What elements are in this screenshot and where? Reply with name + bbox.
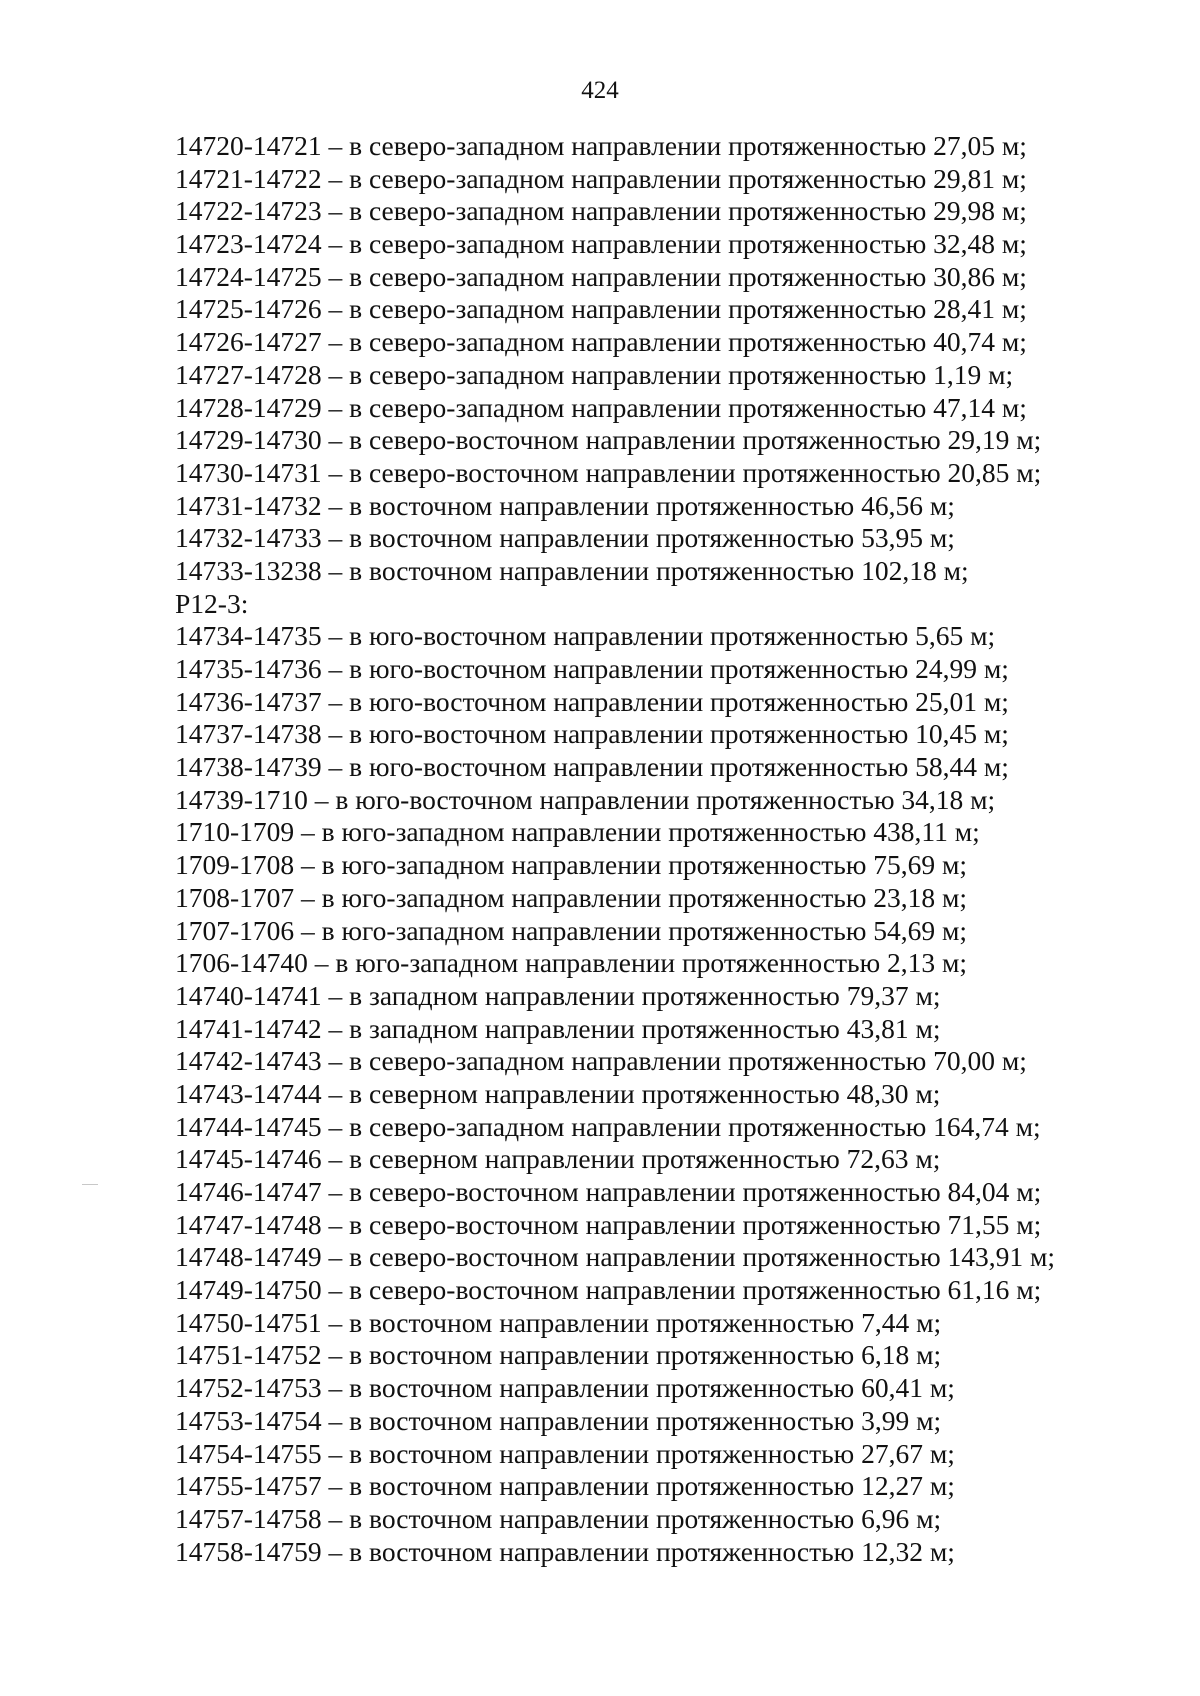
boundary-segment-line: 1707-1706 – в юго-западном направлении протяженностью 54,69 м;: [175, 914, 968, 946]
boundary-segment-line: 14743-14744 – в северном направлении протяженностью 48,30 м;: [175, 1077, 941, 1109]
boundary-segment-line: 14733-13238 – в восточном направлении протяженностью 102,18 м;: [175, 554, 969, 586]
boundary-segment-line: 14749-14750 – в северо-восточном направлении протяженностью 61,16 м;: [175, 1274, 1042, 1306]
boundary-segment-line: 14734-14735 – в юго-восточном направлении протяженностью 5,65 м;: [175, 620, 996, 652]
boundary-segment-line: 14736-14737 – в юго-восточном направлении протяженностью 25,01 м;: [175, 685, 1009, 717]
boundary-segment-line: 14738-14739 – в юго-восточном направлении протяженностью 58,44 м;: [175, 751, 1009, 783]
boundary-segment-line: 14731-14732 – в восточном направлении протяженностью 46,56 м;: [175, 489, 955, 521]
boundary-segment-line: 14747-14748 – в северо-восточном направлении протяженностью 71,55 м;: [175, 1208, 1042, 1240]
boundary-segment-line: 14748-14749 – в северо-восточном направлении протяженностью 143,91 м;: [175, 1241, 1056, 1273]
boundary-segment-line: 14726-14727 – в северо-западном направлении протяженностью 40,74 м;: [175, 326, 1027, 358]
boundary-segment-line: 14754-14755 – в восточном направлении протяженностью 27,67 м;: [175, 1437, 955, 1469]
boundary-segment-line: 14745-14746 – в северном направлении протяженностью 72,63 м;: [175, 1143, 941, 1175]
boundary-segment-line: 14730-14731 – в северо-восточном направлении протяженностью 20,85 м;: [175, 456, 1042, 488]
page-number: 424: [581, 77, 619, 104]
boundary-segment-line: 1709-1708 – в юго-западном направлении протяженностью 75,69 м;: [175, 849, 968, 881]
boundary-segment-line: 14758-14759 – в восточном направлении протяженностью 12,32 м;: [175, 1535, 955, 1567]
boundary-segment-line: 14724-14725 – в северо-западном направлении протяженностью 30,86 м;: [175, 260, 1027, 292]
boundary-segment-line: 1706-14740 – в юго-западном направлении протяженностью 2,13 м;: [175, 947, 968, 979]
boundary-segment-line: 14732-14733 – в восточном направлении протяженностью 53,95 м;: [175, 522, 955, 554]
boundary-segment-line: 14728-14729 – в северо-западном направлении протяженностью 47,14 м;: [175, 391, 1027, 423]
boundary-segment-line: 14757-14758 – в восточном направлении протяженностью 6,96 м;: [175, 1502, 942, 1534]
boundary-segment-line: 14737-14738 – в юго-восточном направлении протяженностью 10,45 м;: [175, 718, 1009, 750]
boundary-segment-line: 14720-14721 – в северо-западном направлении протяженностью 27,05 м;: [175, 130, 1027, 161]
margin-scan-mark: [82, 1184, 98, 1185]
boundary-segment-line: 1708-1707 – в юго-западном направлении протяженностью 23,18 м;: [175, 881, 968, 913]
boundary-segment-line: 14750-14751 – в восточном направлении протяженностью 7,44 м;: [175, 1306, 942, 1338]
boundary-segment-line: 14752-14753 – в восточном направлении протяженностью 60,41 м;: [175, 1372, 955, 1404]
boundary-segment-line: 14755-14757 – в восточном направлении протяженностью 12,27 м;: [175, 1470, 955, 1502]
boundary-segment-line: 14727-14728 – в северо-западном направлении протяженностью 1,19 м;: [175, 358, 1014, 390]
boundary-segment-line: 14740-14741 – в западном направлении протяженностью 79,37 м;: [175, 979, 941, 1011]
boundary-segment-list: [175, 130, 1175, 1568]
boundary-segment-line: 14753-14754 – в восточном направлении протяженностью 3,99 м;: [175, 1404, 942, 1436]
boundary-segment-line: 14723-14724 – в северо-западном направлении протяженностью 32,48 м;: [175, 228, 1027, 260]
boundary-segment-line: 14722-14723 – в северо-западном направлении протяженностью 29,98 м;: [175, 195, 1027, 227]
boundary-segment-line: 14725-14726 – в северо-западном направлении протяженностью 28,41 м;: [175, 293, 1027, 325]
boundary-segment-line: 14741-14742 – в западном направлении протяженностью 43,81 м;: [175, 1012, 941, 1044]
boundary-segment-line: 14744-14745 – в северо-западном направлении протяженностью 164,74 м;: [175, 1110, 1041, 1142]
boundary-segment-line: 14742-14743 – в северо-западном направлении протяженностью 70,00 м;: [175, 1045, 1027, 1077]
boundary-segment-line: 14735-14736 – в юго-восточном направлении протяженностью 24,99 м;: [175, 653, 1009, 684]
boundary-segment-line: 14729-14730 – в северо-восточном направлении протяженностью 29,19 м;: [175, 424, 1042, 456]
boundary-segment-line: 14739-1710 – в юго-восточном направлении протяженностью 34,18 м;: [175, 783, 996, 815]
boundary-segment-line: 14721-14722 – в северо-западном направлении протяженностью 29,81 м;: [175, 162, 1027, 194]
boundary-segment-line: Р12-3:: [175, 587, 249, 619]
boundary-segment-line: 14746-14747 – в северо-восточном направлении протяженностью 84,04 м;: [175, 1176, 1042, 1207]
boundary-segment-line: 1710-1709 – в юго-западном направлении протяженностью 438,11 м;: [175, 816, 980, 848]
boundary-segment-line: 14751-14752 – в восточном направлении протяженностью 6,18 м;: [175, 1339, 942, 1371]
